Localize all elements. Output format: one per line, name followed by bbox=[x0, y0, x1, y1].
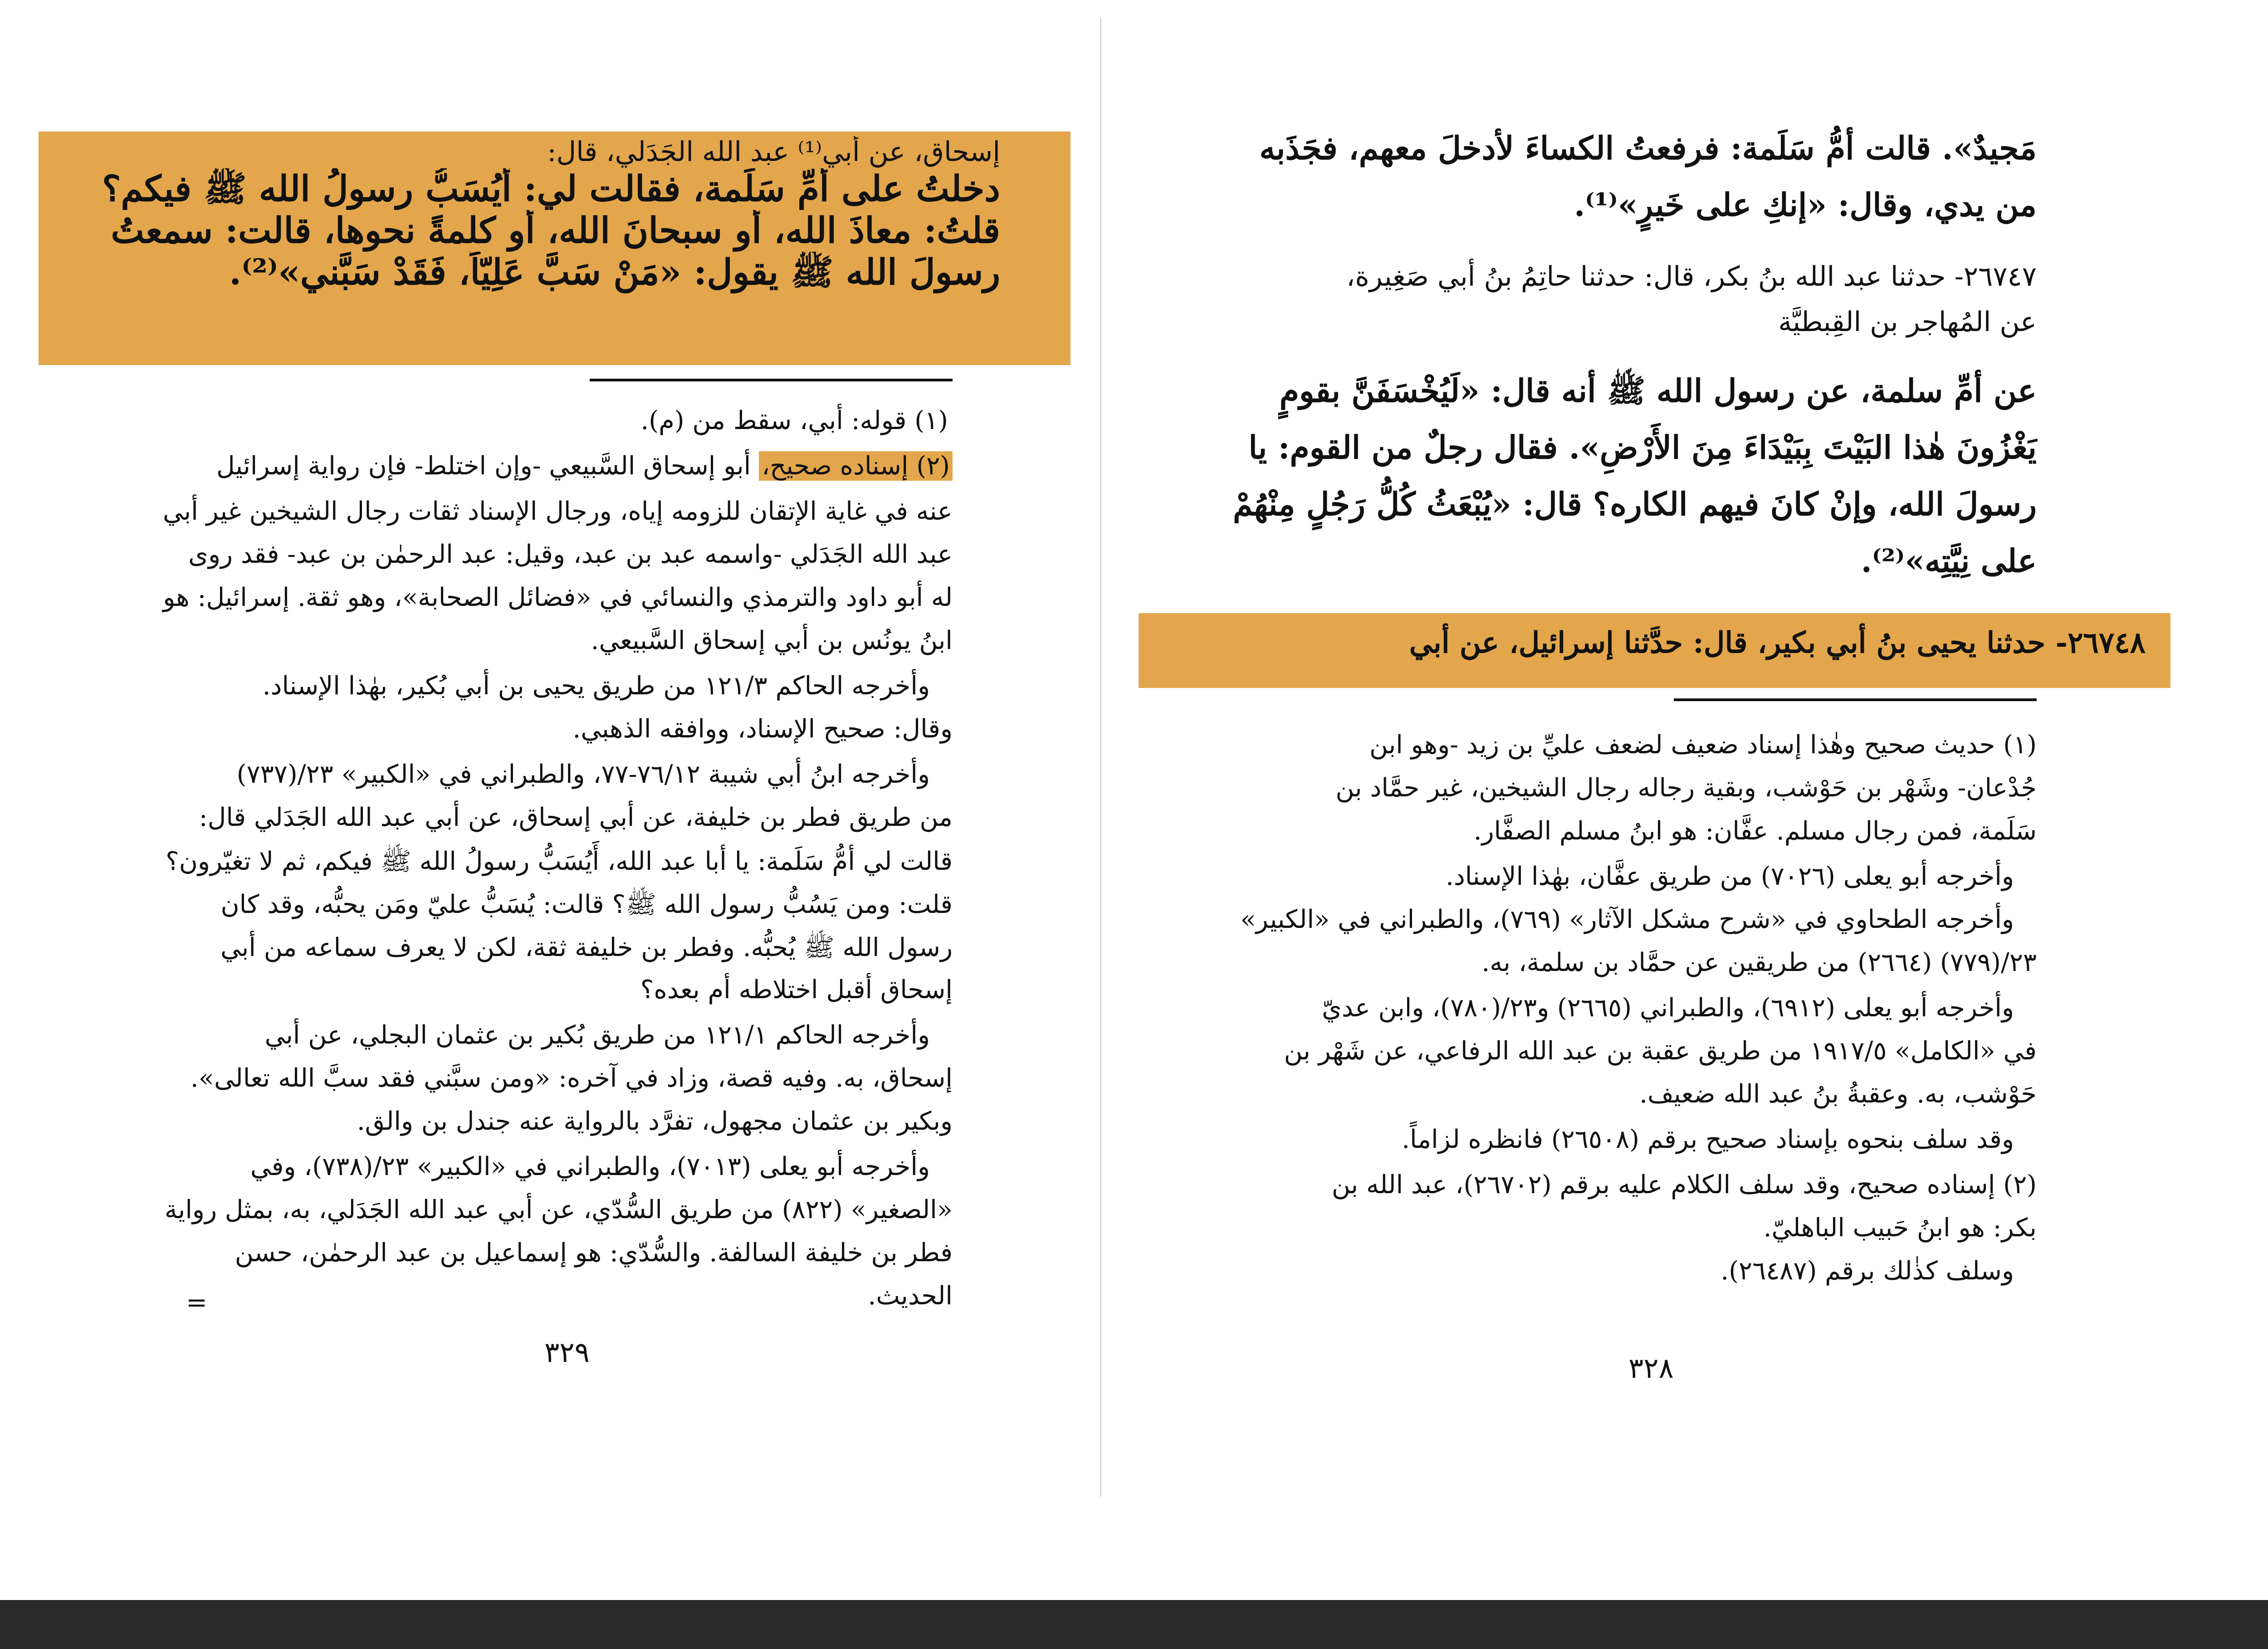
note-line: وأخرجه أبو يعلى (٧٠٢٦) من طريق عفَّان، بهٰذا الإسناد. bbox=[1446, 862, 2014, 891]
footnote-divider bbox=[590, 379, 953, 381]
note-line: وأخرجه أبو يعلى (٧٠١٣)، والطبراني في «الكبير» ٢٣/(٧٣٨)، وفي bbox=[250, 1152, 930, 1181]
note-line: حَوْشب، به. وعقبةُ بنُ عبد الله ضعيف. bbox=[1639, 1079, 2037, 1109]
note-line: وأخرجه الحاكم ١٢١/١ من طريق بُكير بن عثمان البجلي، عن أبي bbox=[264, 1020, 930, 1050]
continuation-mark: = bbox=[186, 1288, 207, 1317]
highlighted-hadith-heading: ٢٦٧٤٨- حدثنا يحيى بنُ أبي بكير، قال: حدَّثنا إسرائيل، عن أبي bbox=[1139, 613, 2170, 688]
hadith-text: يَغْزُونَ هٰذا البَيْتَ بِبَيْدَاءَ مِنَ الأَرْضِ». فقال رجلٌ من القوم: يا bbox=[1248, 429, 2037, 466]
note-line: في «الكامل» ١٩١٧/٥ من طريق عقبة بن عبد الله الرفاعي، عن شَهْر بن bbox=[1284, 1036, 2037, 1066]
page-seam bbox=[1100, 18, 1101, 1497]
note-line: سَلَمة، فمن رجال مسلم. عفَّان: هو ابنُ مسلم الصفَّار. bbox=[1473, 816, 2037, 846]
note-line: له أبو داود والترمذي والنسائي في «فضائل الصحابة»، وهو ثقة. إسرائيل: هو bbox=[163, 583, 953, 612]
hadith-text: رسولَ الله، وإنْ كانَ فيهم الكاره؟ قال: «يُبْعَثُ كُلُّ رَجُلٍ مِنْهُمْ bbox=[1232, 485, 2037, 523]
note-line: (١) حديث صحيح وهٰذا إسناد ضعيف لضعف عليِّ بن زيد -وهو ابن bbox=[1369, 730, 2037, 760]
highlighted-passage bbox=[39, 132, 1070, 365]
note-line: عبد الله الجَدَلي -واسمه عبد بن عبد، وقيل: عبد الرحمٰن بن عبد- فقد روى bbox=[188, 540, 953, 569]
note-line: ٢٣/(٧٧٩) (٢٦٦٤) من طريقين عن حمَّاد بن سلمة، به. bbox=[1481, 948, 2037, 977]
highlighted-phrase: (٢) إسناده صحيح، bbox=[759, 451, 953, 481]
note-line: فطر بن خليفة السالفة. والسُّدّي: هو إسماعيل بن عبد الرحمٰن، حسن bbox=[235, 1238, 953, 1268]
footnote-text: أبو إسحاق السَّبيعي -وإن اختلط- فإن رواية إسرائيل bbox=[216, 451, 751, 481]
highlight-line: إسحاق، عن أبي⁽¹⁾ عبد الله الجَدَلي، قال: bbox=[547, 136, 1000, 168]
note-line: من طريق فطر بن خليفة، عن أبي إسحاق، عن أبي عبد الله الجَدَلي قال: bbox=[199, 803, 953, 832]
note-line: قالت لي أمُّ سَلَمة: يا أبا عبد الله، أَيُسَبُّ رسولُ الله ﷺ فيكم، ثم لا تغيّرون؟ bbox=[166, 847, 953, 876]
page-329 bbox=[0, 0, 1102, 1596]
note-line: وأخرجه أبو يعلى (٦٩١٢)، والطبراني (٢٦٦٥) و٢٣/(٧٨٠)، وابن عديّ bbox=[1322, 993, 2014, 1023]
note-line: وسلف كذٰلك برقم (٢٦٤٨٧). bbox=[1721, 1256, 2014, 1286]
hadith-text: عن أمِّ سلمة، عن رسول الله ﷺ أنه قال: «لَيُخْسَفَنَّ بقومٍ bbox=[1279, 372, 2037, 410]
note-line: «الصغير» (٨٢٢) من طريق السُّدّي، عن أبي عبد الله الجَدَلي، به، بمثل رواية bbox=[164, 1195, 953, 1225]
highlight-line: دخلتُ على أمِّ سَلَمة، فقالت لي: أَيُسَبُّ رسولُ الله ﷺ فيكم؟ bbox=[102, 168, 1000, 210]
footnote-1: (١) قوله: أبي، سقط من (م). bbox=[640, 406, 948, 435]
footnote-2-first-line bbox=[216, 451, 953, 481]
text-line: مَجيدٌ». قالت أمُّ سَلَمة: فرفعتُ الكساءَ لأدخلَ معهم، فجَذَبه bbox=[1259, 129, 2037, 167]
hadith-isnad: ٢٦٧٤٧- حدثنا عبد الله بنُ بكر، قال: حدثنا حاتِمُ بنُ أبي صَغِيرة، bbox=[1346, 261, 2037, 293]
page-number: ٣٢٨ bbox=[1628, 1351, 1674, 1385]
page-number: ٣٢٩ bbox=[544, 1336, 590, 1369]
highlight-line: قلتُ: معاذَ الله، أو سبحانَ الله، أو كلمةً نحوها، قالت: سمعتُ bbox=[111, 210, 1000, 251]
note-line: وأخرجه الطحاوي في «شرح مشكل الآثار» (٧٦٩)، والطبراني في «الكبير» bbox=[1240, 905, 2014, 934]
note-line: وأخرجه الحاكم ١٢١/٣ من طريق يحيى بن أبي بُكير، بهٰذا الإسناد. bbox=[262, 671, 930, 701]
hadith-text: على نِيَّتِه»⁽²⁾. bbox=[1861, 542, 2037, 580]
note-line: وقال: صحيح الإسناد، ووافقه الذهبي. bbox=[572, 714, 953, 744]
note-line: (٢) إسناده صحيح، وقد سلف الكلام عليه برقم (٢٦٧٠٢)، عبد الله بن bbox=[1331, 1170, 2037, 1200]
note-line: وقد سلف بنحوه بإسناد صحيح برقم (٢٦٥٠٨) فانظره لزاماً. bbox=[1402, 1125, 2014, 1154]
highlight-line: رسولَ الله ﷺ يقول: «مَنْ سَبَّ عَلِيّاً، فَقَدْ سَبَّني»⁽²⁾. bbox=[229, 251, 1000, 293]
note-line: وأخرجه ابنُ أبي شيبة ٧٦/١٢-٧٧، والطبراني في «الكبير» ٢٣/(٧٣٧) bbox=[236, 760, 930, 789]
note-line: قلت: ومن يَسُبُّ رسول الله ﷺ؟ قالت: يُسَبُّ عليّ ومَن يحبُّه، وقد كان bbox=[220, 890, 953, 919]
note-line: وبكير بن عثمان مجهول، تفرَّد بالرواية عنه جندل بن والق. bbox=[357, 1107, 953, 1136]
note-line: ابنُ يونُس بن أبي إسحاق السَّبيعي. bbox=[591, 626, 953, 655]
hadith-isnad: عن المُهاجر بن القِبطيَّة bbox=[1778, 306, 2037, 338]
scan-credit-bar bbox=[0, 1600, 2268, 1649]
note-line: إسحاق أقبل اختلاطه أم بعده؟ bbox=[640, 975, 953, 1005]
note-line: الحديث. bbox=[868, 1281, 953, 1311]
footnote-divider bbox=[1674, 698, 2037, 701]
note-line: رسول الله ﷺ يُحبُّه. وفطر بن خليفة ثقة، لكن لا يعرف سماعه من أبي bbox=[220, 933, 953, 962]
title-page bbox=[2209, 0, 2268, 1596]
note-line: إسحاق، به. وفيه قصة، وزاد في آخره: «ومن سبَّني فقد سبَّ الله تعالى». bbox=[190, 1064, 953, 1093]
note-line: بكر: هو ابنُ حَبيب الباهليّ. bbox=[1763, 1213, 2037, 1243]
text-line: من يدي، وقال: «إنكِ على خَيرٍ»⁽¹⁾. bbox=[1574, 186, 2037, 224]
note-line: جُدْعان- وشَهْر بن حَوْشب، وبقية رجاله رجال الشيخين، غير حمَّاد بن bbox=[1335, 773, 2037, 803]
note-line: عنه في غاية الإتقان للزومه إياه، ورجال الإسناد ثقات رجال الشيخين غير أبي bbox=[162, 497, 953, 526]
